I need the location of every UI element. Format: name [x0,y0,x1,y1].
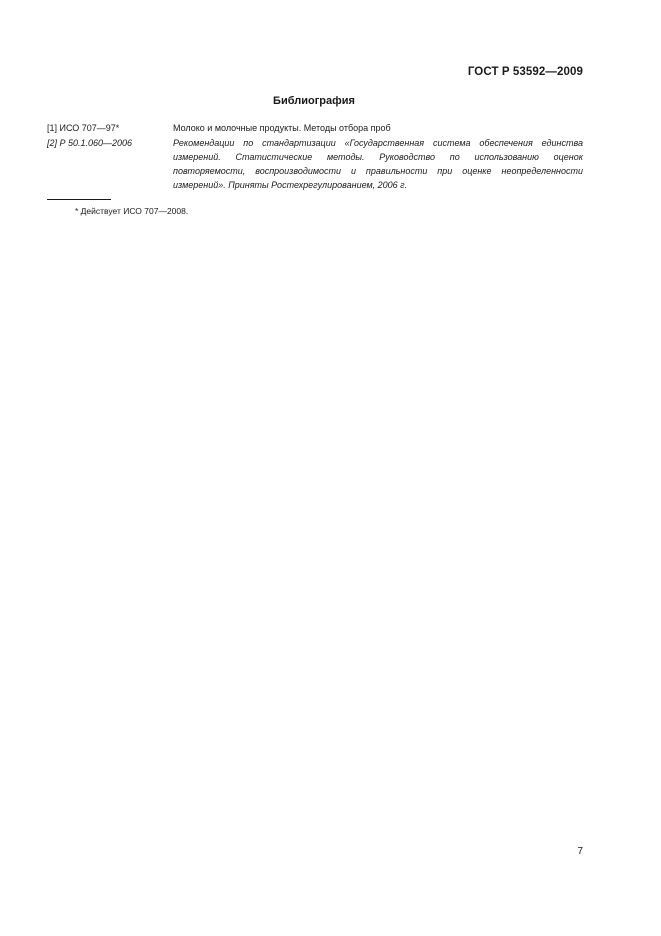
bibliography-text: Молоко и молочные продукты. Методы отбора проб [173,123,391,133]
bibliography-entry-1 [47,121,583,135]
bibliography-ref: [1] ИСО 707—97* [47,123,120,133]
bibliography-text: Рекомендации по стандартизации «Государственная система обеспечения единства измерений. Статистические методы. Руководство по использованию оценок повторяемости, воспроизводимости и правильности при оценке неопределенности измерений». Приняты Ростехрегулированием, 2006 г. [173,138,583,190]
bibliography-list [47,121,583,193]
bibliography-ref: [2] Р 50.1.060—2006 [47,138,133,148]
footnote-divider [47,199,111,200]
document-code: ГОСТ Р 53592—2009 [467,66,583,78]
page-number: 7 [577,846,583,857]
footnote: * Действует ИСО 707—2008. [75,206,189,216]
section-title: Библиография [273,95,355,107]
bibliography-entry-2 [47,136,583,192]
